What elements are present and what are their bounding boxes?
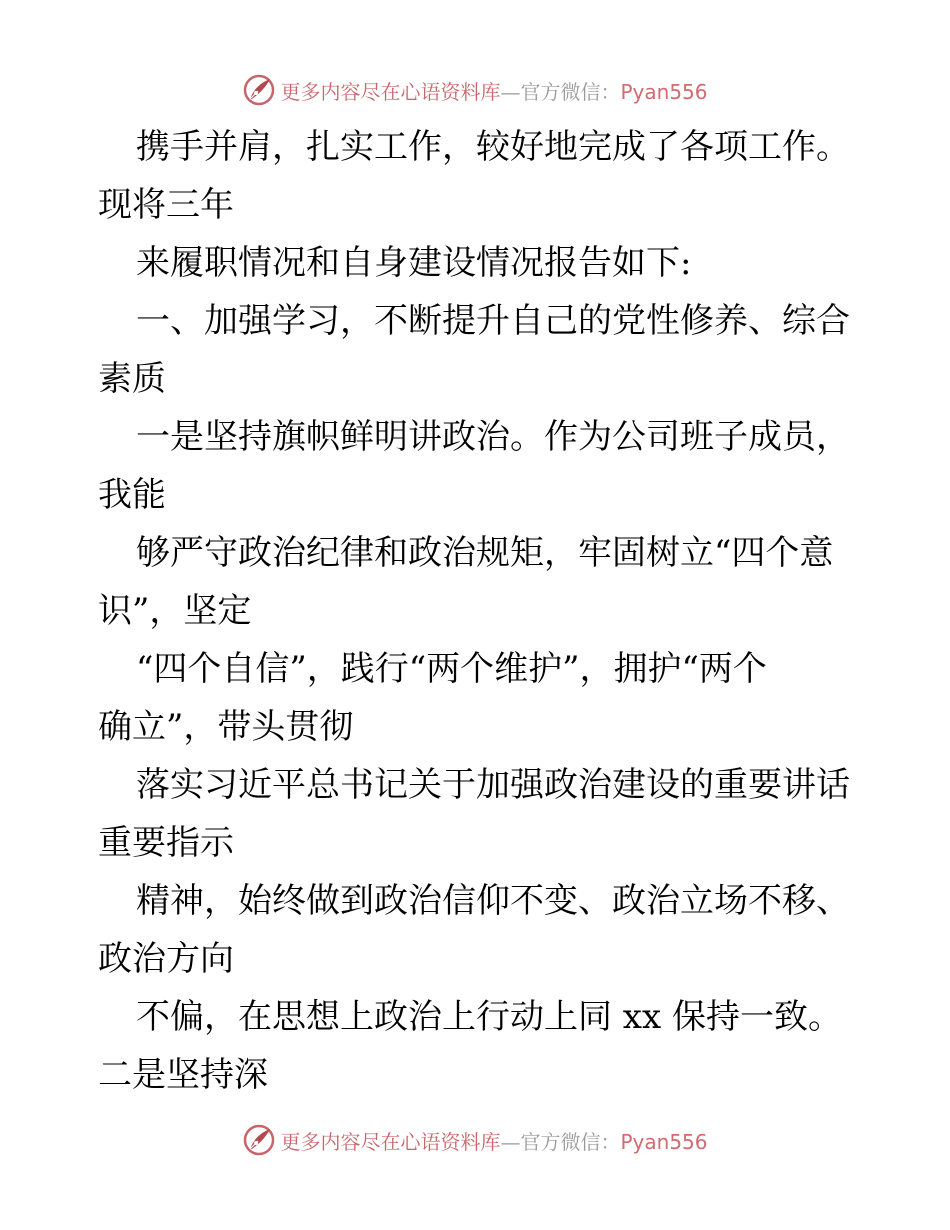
text-line: 来履职情况和自身建设情况报告如下: — [136, 243, 692, 283]
watermark-label: 官方微信： — [520, 1129, 621, 1154]
feather-pen-logo-icon — [242, 1123, 276, 1157]
text-line: 一是坚持旗帜鲜明讲政治。作为公司班子成员， — [136, 417, 850, 457]
text-line: 确立”，带头贯彻 — [98, 707, 354, 747]
watermark-text — [280, 1126, 707, 1155]
text-line: “四个自信”，践行“两个维护”，拥护“两个 — [136, 649, 767, 689]
feather-pen-logo-icon — [242, 73, 276, 107]
text-line: 够严守政治纪律和政治规矩，牢固树立“四个意 — [136, 533, 834, 573]
watermark-site-text: 更多内容尽在心语资料库 — [280, 79, 501, 104]
header-watermark — [0, 70, 950, 110]
watermark-dash: — — [500, 1129, 521, 1154]
watermark-wechat-id: Pyan556 — [620, 79, 708, 104]
text-line: 重要指示 — [98, 823, 234, 863]
text-line: 识”，坚定 — [98, 591, 252, 631]
text-line: 携手并肩，扎实工作，较好地完成了各项工作。 — [136, 127, 850, 167]
text-line: 我能 — [98, 475, 166, 515]
watermark-wechat-id: Pyan556 — [620, 1129, 708, 1154]
watermark-label: 官方微信： — [520, 79, 621, 104]
footer-watermark — [0, 1120, 950, 1160]
text-line: 现将三年 — [98, 185, 234, 225]
watermark-dash: — — [500, 79, 521, 104]
text-line: 二是坚持深 — [98, 1055, 268, 1095]
watermark-text — [280, 76, 707, 105]
text-line: 素质 — [98, 359, 166, 399]
text-line: 一、加强学习，不断提升自己的党性修养、综合 — [136, 301, 850, 341]
text-line: 精神，始终做到政治信仰不变、政治立场不移、 — [136, 881, 850, 921]
text-line: 政治方向 — [98, 939, 234, 979]
document-body — [98, 118, 858, 1104]
watermark-site-text: 更多内容尽在心语资料库 — [280, 1129, 501, 1154]
text-line: 落实习近平总书记关于加强政治建设的重要讲话 — [136, 765, 850, 805]
text-line: 不偏，在思想上政治上行动上同 xx 保持一致。 — [136, 997, 842, 1037]
